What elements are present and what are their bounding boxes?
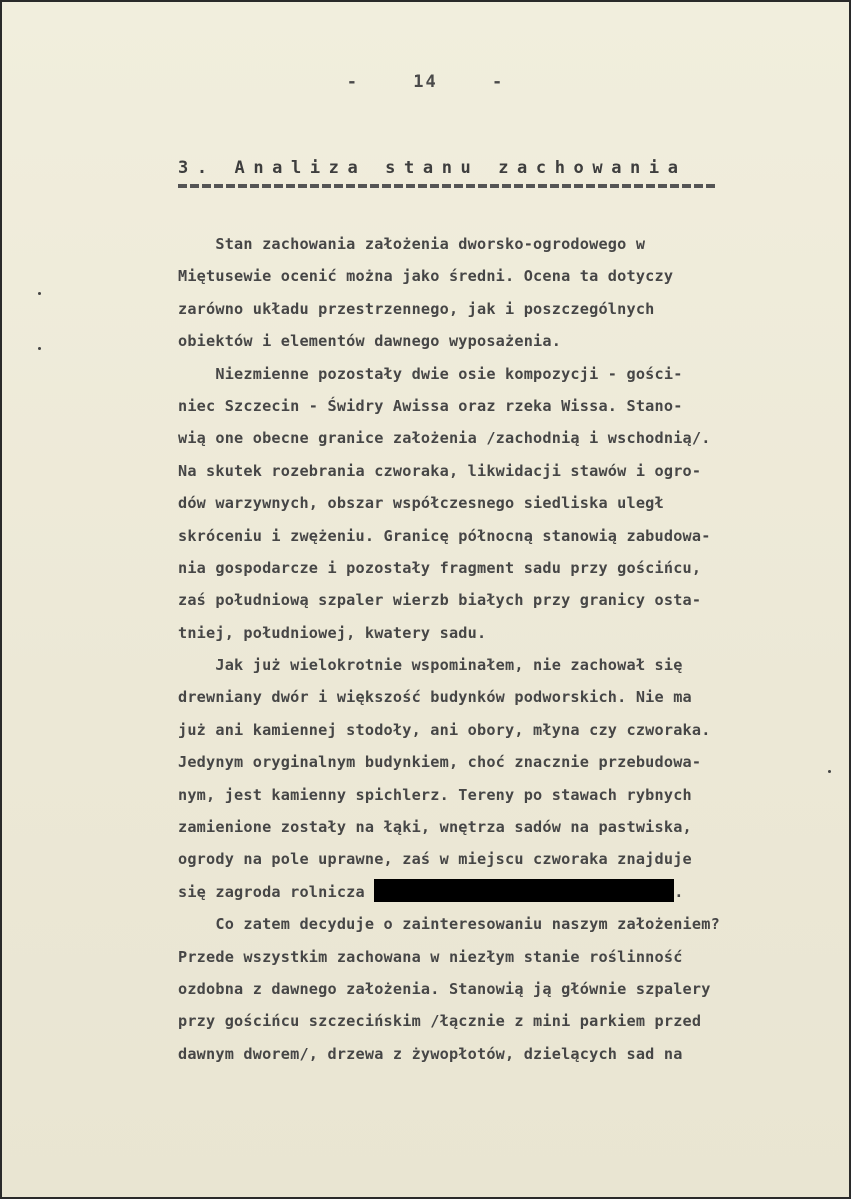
page-number-dash-left: - (346, 72, 359, 92)
text-line: dawnym dworem/, drzewa z żywopłotów, dzielących sad na (178, 1044, 683, 1063)
text-line: ozdobna z dawnego założenia. Stanowią ją głównie szpalery (178, 979, 711, 998)
text-line: Przede wszystkim zachowana w niezłym stanie roślinność (178, 947, 683, 966)
body-text (178, 228, 778, 1070)
page-number-line (2, 72, 849, 92)
text-line: zamienione zostały na łąki, wnętrza sadów na pastwiska, (178, 818, 692, 837)
text-line-with-redaction (178, 876, 778, 908)
heading-underline (178, 184, 716, 188)
margin-speck (38, 292, 41, 295)
text-line: się zagroda rolnicza (178, 882, 365, 901)
text-line: Jak już wielokrotnie wspominałem, nie zachował się (178, 656, 683, 675)
text-line: Niezmienne pozostały dwie osie kompozycji - gości- (178, 364, 683, 383)
text-line: niec Szczecin - Świdry Awissa oraz rzeka Wissa. Stano- (178, 396, 683, 415)
text-line: nym, jest kamienny spichlerz. Tereny po stawach rybnych (178, 785, 692, 804)
text-line: Jedynym oryginalnym budynkiem, choć znacznie przebudowa- (178, 753, 702, 772)
margin-speck (828, 770, 831, 773)
page-number: 14 (413, 72, 438, 92)
text-line: dów warzywnych, obszar współczesnego siedliska uległ (178, 494, 664, 513)
text-line: tniej, południowej, kwatery sadu. (178, 623, 487, 642)
text-line: nia gospodarcze i pozostały fragment sadu przy gościńcu, (178, 558, 702, 577)
text-line: wią one obecne granice założenia /zachodnią i wschodnią/. (178, 429, 711, 448)
line-tail: . (674, 882, 684, 901)
margin-speck (38, 347, 41, 350)
page-number-dash-right: - (491, 72, 505, 92)
text-line: ogrody na pole uprawne, zaś w miejscu czworaka znajduje (178, 850, 692, 869)
section-heading: 3. Analiza stanu zachowania (178, 158, 687, 178)
text-line: zaś południową szpaler wierzb białych przy granicy osta- (178, 591, 702, 610)
text-line: Na skutek rozebrania czworaka, likwidacji stawów i ogro- (178, 461, 702, 480)
text-line: obiektów i elementów dawnego wyposażenia. (178, 332, 562, 351)
text-line: już ani kamiennej stodoły, ani obory, młyna czy czworaka. (178, 720, 711, 739)
text-line: przy gościńcu szczecińskim /łącznie z mini parkiem przed (178, 1012, 702, 1031)
text-line: drewniany dwór i większość budynków podworskich. Nie ma (178, 688, 692, 707)
text-line: skróceniu i zwężeniu. Granicę północną stanowią zabudowa- (178, 526, 711, 545)
text-line: zarówno układu przestrzennego, jak i poszczególnych (178, 299, 655, 318)
text-line: Stan zachowania założenia dworsko-ogrodowego w (178, 235, 646, 253)
text-line: Co zatem decyduje o zainteresowaniu naszym założeniem? (178, 915, 720, 934)
redaction-bar (374, 879, 674, 902)
text-line: Miętusewie ocenić można jako średni. Ocena ta dotyczy (178, 267, 674, 286)
